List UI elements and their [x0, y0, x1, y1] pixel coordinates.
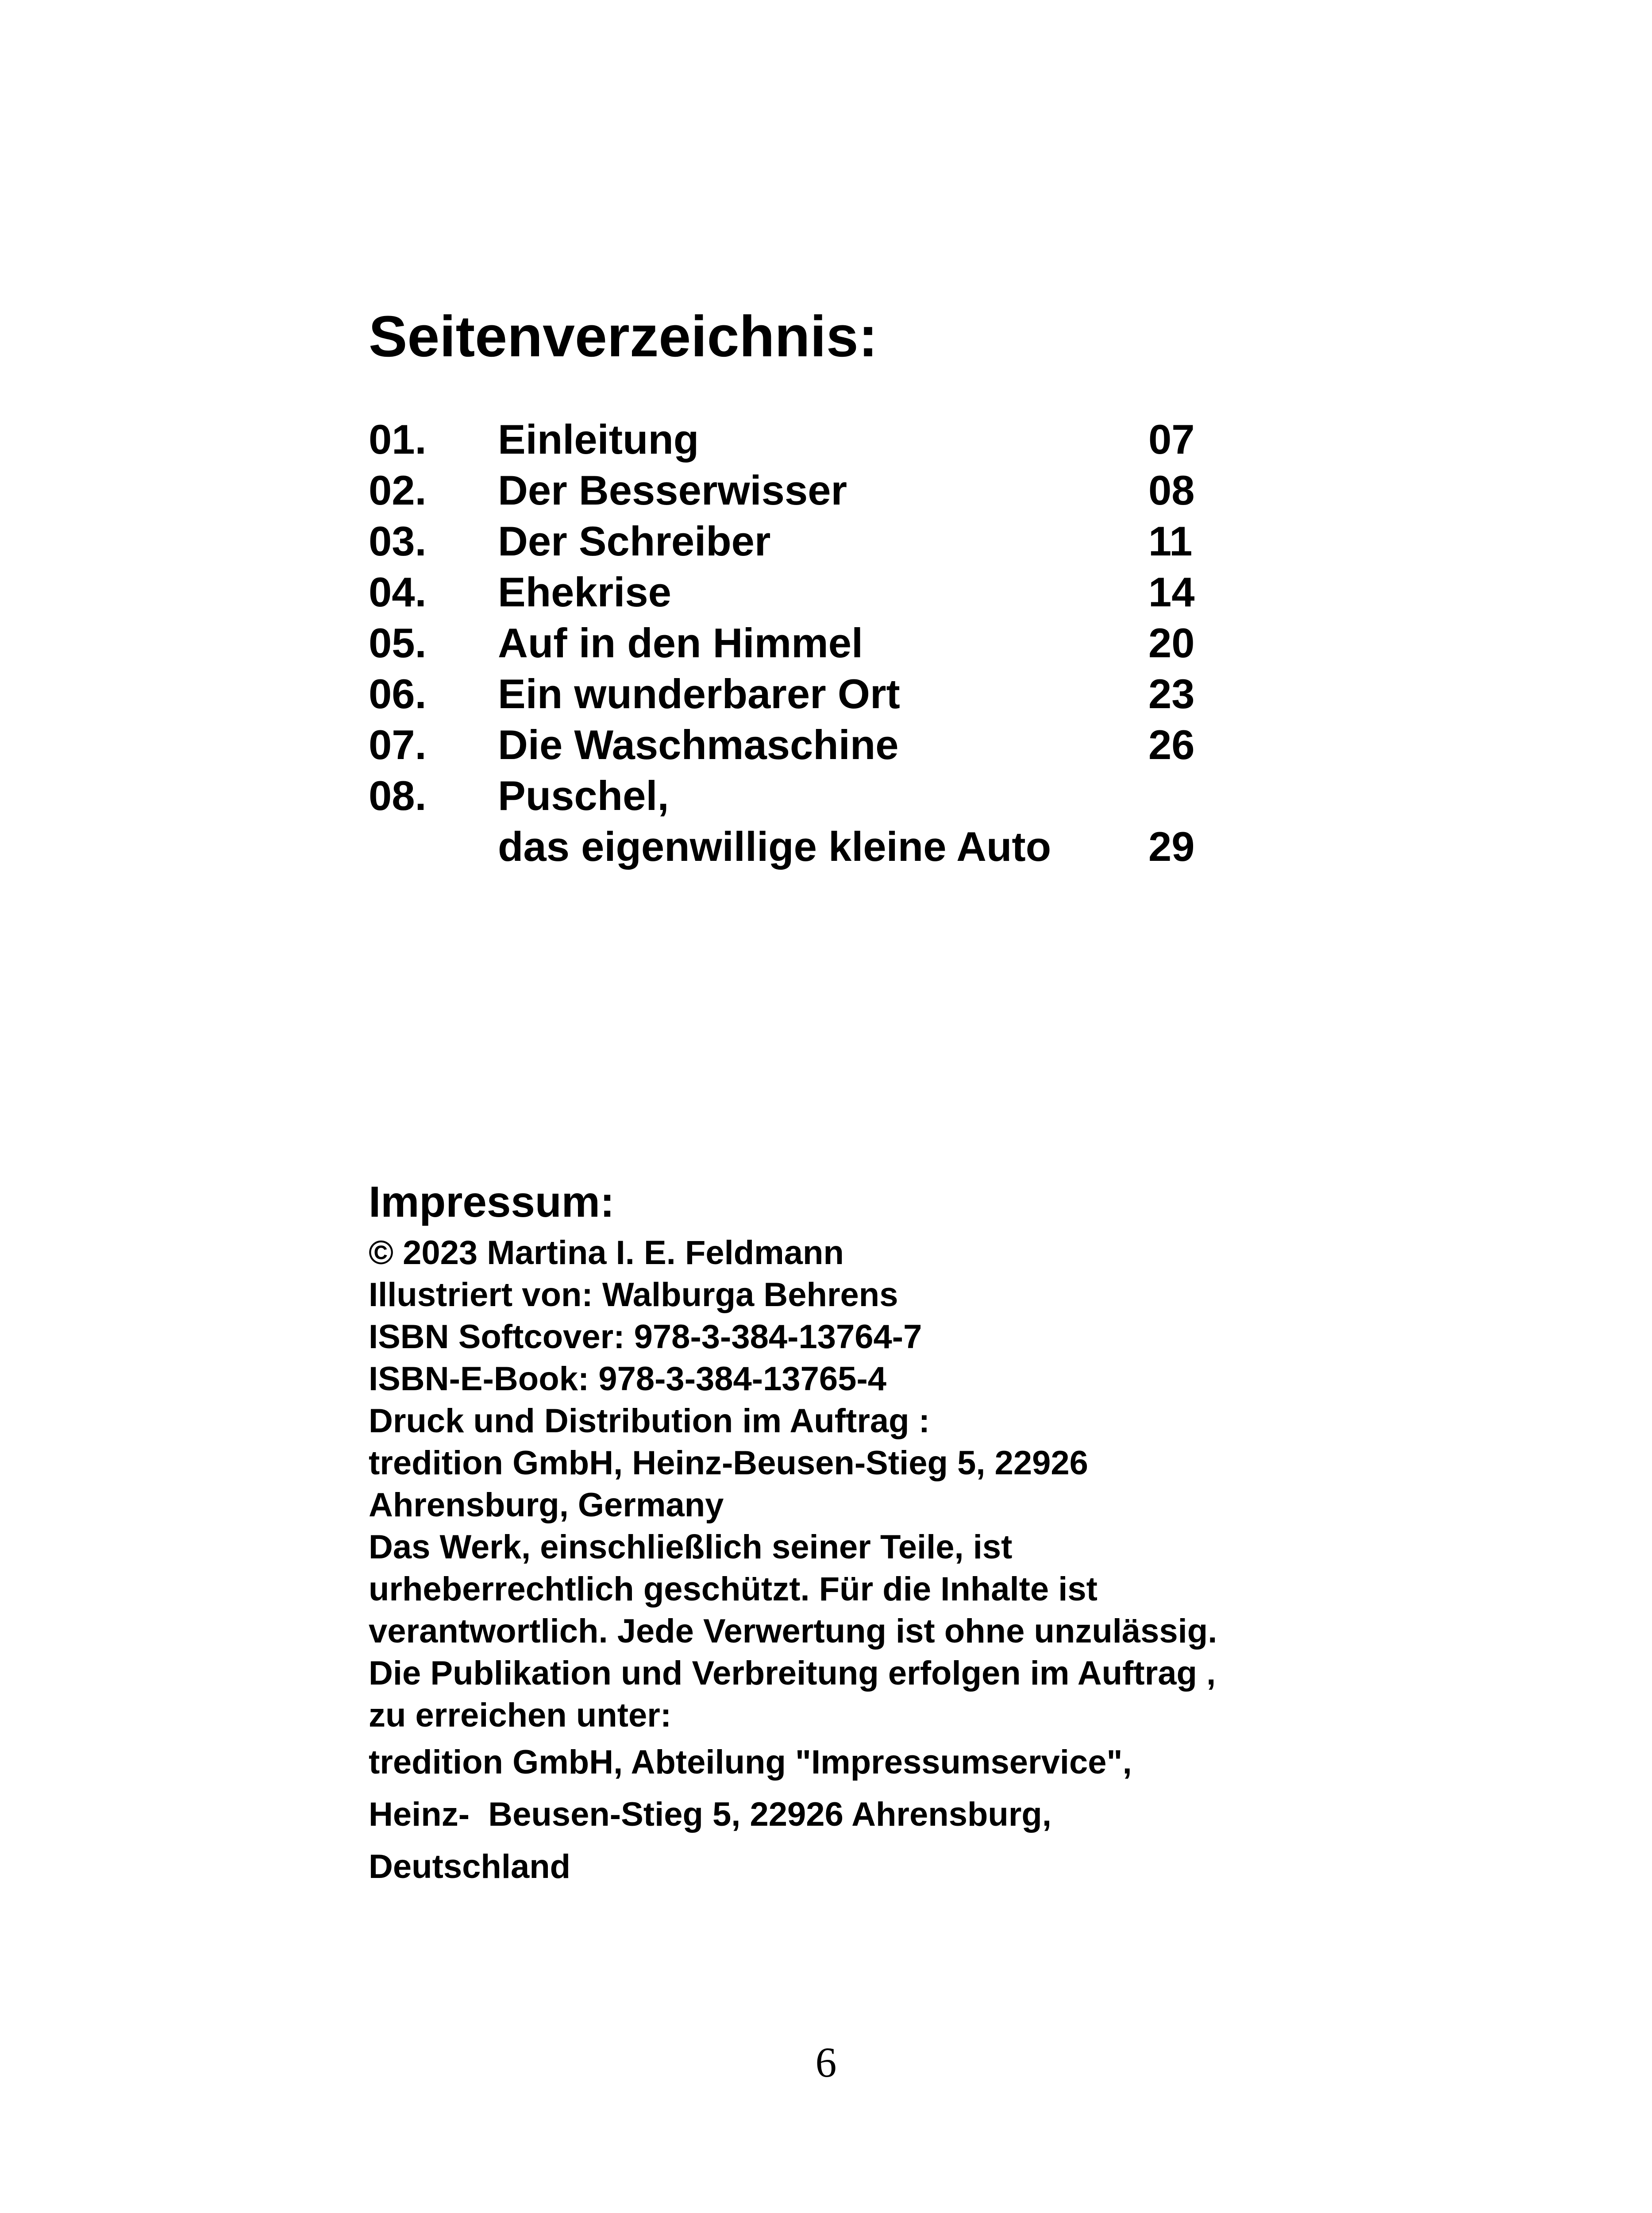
- toc-entry: [369, 414, 1209, 465]
- toc-entry-title: [498, 770, 1051, 872]
- toc-entry-number: 06.: [369, 671, 427, 717]
- toc-entry: [369, 770, 1209, 872]
- imprint-line: Druck und Distribution im Auftrag :: [369, 1402, 930, 1440]
- toc-entry-page: 07: [1148, 416, 1195, 463]
- imprint-line: ISBN-E-Book: 978-3-384-13765-4: [369, 1360, 887, 1398]
- toc-entry-page: 26: [1148, 721, 1195, 768]
- toc-entry-title-line: Ehekrise: [498, 569, 671, 615]
- toc-entry-title-line: Einleitung: [498, 416, 699, 463]
- imprint-line: zu erreichen unter:: [369, 1696, 672, 1734]
- table-of-contents: [369, 414, 1209, 872]
- toc-entry-page: 11: [1148, 518, 1193, 564]
- toc-entry-title-line: Der Schreiber: [498, 518, 771, 564]
- imprint-line: Deutschland: [369, 1848, 571, 1885]
- toc-entry-title: [498, 719, 899, 770]
- imprint-block: [369, 1232, 1217, 1893]
- page-number: 6: [815, 2039, 837, 2086]
- imprint-line: ISBN Softcover: 978-3-384-13764-7: [369, 1318, 922, 1356]
- imprint-heading: Impressum:: [369, 1177, 615, 1226]
- toc-entry: [369, 516, 1209, 567]
- toc-entry-title-line: das eigenwillige kleine Auto: [498, 823, 1051, 870]
- toc-entry-title-line: Die Waschmaschine: [498, 721, 899, 768]
- toc-entry: [369, 668, 1209, 719]
- toc-entry-title-line: Ein wunderbarer Ort: [498, 671, 900, 717]
- imprint-line: verantwortlich. Jede Verwertung ist ohne unzulässig.: [369, 1612, 1217, 1650]
- toc-entry-number: 01.: [369, 416, 427, 463]
- imprint-line: tredition GmbH, Heinz-Beusen-Stieg 5, 22926: [369, 1444, 1088, 1482]
- toc-entry-page: 23: [1148, 671, 1195, 717]
- imprint-line: Heinz- Beusen-Stieg 5, 22926 Ahrensburg,: [369, 1796, 1051, 1833]
- toc-entry: [369, 719, 1209, 770]
- toc-entry-title: [498, 567, 671, 617]
- imprint-line: tredition GmbH, Abteilung "Impressumservice",: [369, 1743, 1132, 1781]
- toc-entry: [369, 617, 1209, 668]
- toc-entry-title: [498, 516, 771, 567]
- toc-entry-number: 04.: [369, 569, 427, 615]
- imprint-line: Die Publikation und Verbreitung erfolgen im Auftrag ,: [369, 1654, 1216, 1692]
- toc-title: Seitenverzeichnis:: [369, 304, 878, 369]
- toc-entry-title: [498, 668, 900, 719]
- imprint-line: Illustriert von: Walburga Behrens: [369, 1276, 898, 1314]
- imprint-line: Ahrensburg, Germany: [369, 1486, 724, 1524]
- toc-entry-title: [498, 465, 847, 516]
- toc-entry-number: 03.: [369, 518, 427, 564]
- imprint-line: Das Werk, einschließlich seiner Teile, ist: [369, 1528, 1013, 1566]
- toc-entry-title-line: Der Besserwisser: [498, 467, 847, 513]
- toc-entry-page: 29: [1148, 823, 1195, 870]
- toc-entry-number: 07.: [369, 721, 427, 768]
- toc-entry-title-line: Auf in den Himmel: [498, 620, 863, 666]
- toc-entry-number: 02.: [369, 467, 427, 513]
- toc-entry-page: 20: [1148, 620, 1195, 666]
- toc-entry-title-line: Puschel,: [498, 772, 669, 819]
- toc-entry-number: 05.: [369, 620, 427, 666]
- imprint-line: © 2023 Martina I. E. Feldmann: [369, 1234, 844, 1272]
- imprint-line: urheberrechtlich geschützt. Für die Inhalte ist: [369, 1570, 1097, 1608]
- toc-entry-title: [498, 617, 863, 668]
- toc-entry-title: [498, 414, 699, 465]
- toc-entry-page: 08: [1148, 467, 1195, 513]
- toc-entry: [369, 567, 1209, 617]
- toc-entry: [369, 465, 1209, 516]
- toc-entry-number: 08.: [369, 772, 427, 819]
- toc-entry-page: 14: [1148, 569, 1195, 615]
